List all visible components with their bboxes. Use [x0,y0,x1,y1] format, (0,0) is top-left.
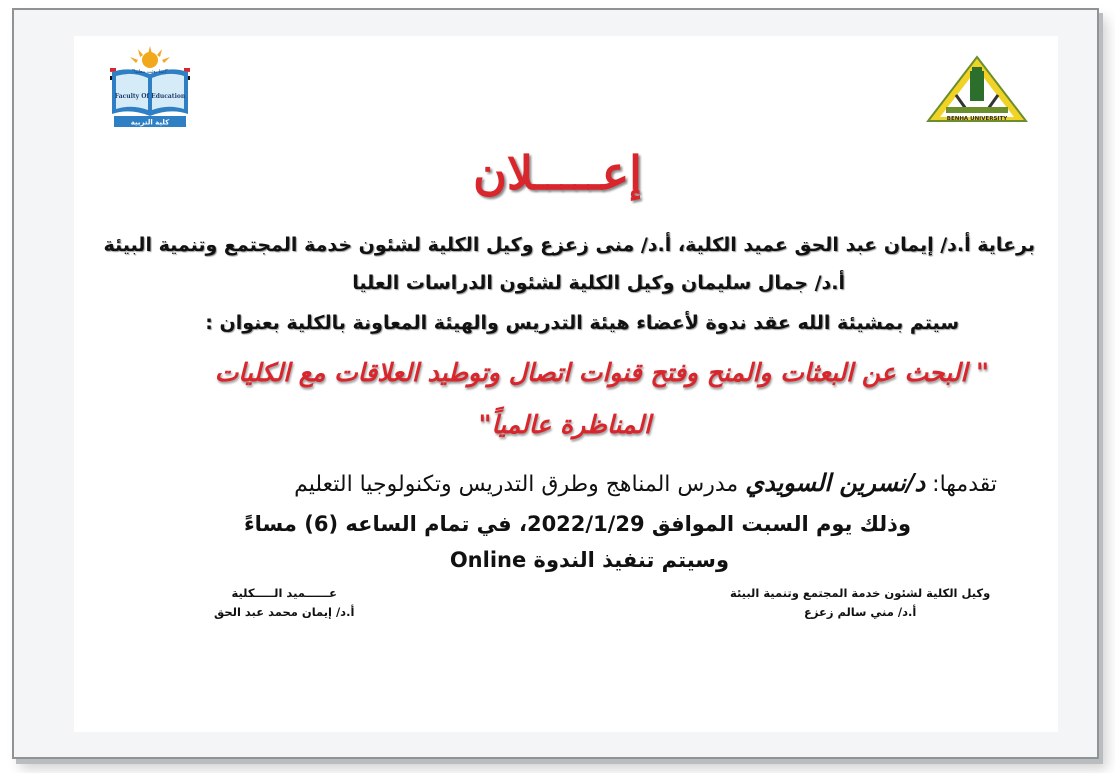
vice-dean-name: أ.د/ مني سالم زعزع [803,605,917,619]
vice-dean-line: أ.د/ جمال سليمان وكيل الكلية لشئون الدراسات العليا [352,272,845,294]
signature-dean [214,584,354,622]
seminar-intro-line: سيتم بمشيئة الله عقد ندوة لأعضاء هيئة التدريس والهيئة المعاونة بالكلية بعنوان : [205,312,959,334]
logo-text-en: Faculty Of Education [114,93,186,100]
logo-motto: "إنما بعثت معلما" [131,69,169,75]
date-line: وذلك يوم السبت الموافق 2022/1/29، في تمام الساعه (6) مساءً [243,512,911,536]
online-line: وسيتم تنفيذ الندوة Online [449,548,729,572]
faculty-of-education-logo [110,46,190,128]
announcement-heading: إعـــــلان [473,146,642,200]
presenter-line [294,468,997,497]
logo-text-university: BENHA UNIVERSITY [946,116,1008,122]
presenter-role: مدرس المناهج وطرق التدريس وتكنولوجيا التعليم [294,472,739,497]
seminar-title-line1: " البحث عن البعثات والمنح وفتح قنوات اتصال وتوطيد العلاقات مع الكليات [214,358,989,387]
signature-vice-dean [730,584,990,622]
seminar-title-line2: المناظرة عالمياً" [478,410,651,439]
benha-university-logo [926,55,1028,125]
patronage-line: برعاية أ.د/ إيمان عبد الحق عميد الكلية، أ.د/ منى زعزع وكيل الكلية لشئون خدمة المجتمع وتنمية البيئة [103,234,1035,256]
logo-text-ar: كلية التربية [130,118,170,127]
dean-name: أ.د/ إيمان محمد عبد الحق [214,605,355,619]
presenter-prefix: تقدمها: [932,472,997,497]
dean-title: عــــــميد الـــــكلية [231,586,337,600]
vice-dean-title: وكيل الكلية لشئون خدمة المجتمع وتنمية البيئة [730,586,991,600]
presenter-name: د/نسرين السويدي [745,468,926,497]
